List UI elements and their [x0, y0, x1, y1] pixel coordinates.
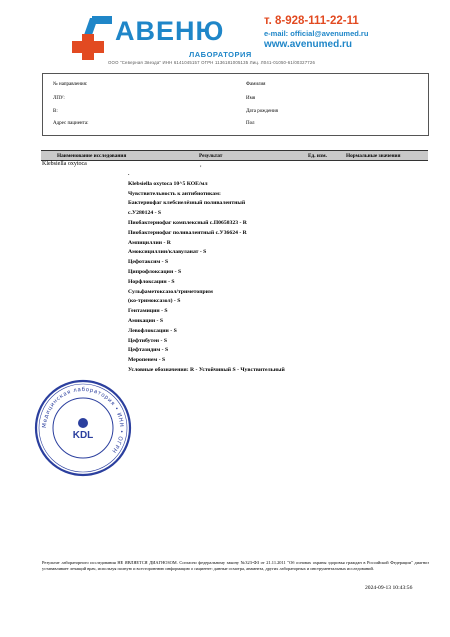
result-line: Klebsiella oxytoca 10^5 КОЕ/мл: [128, 180, 208, 187]
sex-label: Пол: [246, 121, 255, 126]
referral-label: № направления:: [53, 82, 88, 87]
results-table-header: [41, 150, 428, 161]
result-line: Чувствительность к антибиотикам:: [128, 190, 221, 197]
result-line: Норфлоксацин - S: [128, 278, 175, 285]
result-lines: [128, 170, 428, 376]
result-line: Левофлоксацин - S: [128, 327, 177, 334]
email-address: e-mail: official@avenumed.ru: [264, 29, 369, 38]
result-line: Сульфаметоксазол/триметоприм: [128, 288, 213, 295]
phone-number: т. 8-928-111-22-11: [264, 15, 359, 27]
result-line: Цефтибутен - S: [128, 337, 167, 344]
address-label: Адрес пациента:: [53, 121, 89, 126]
column-test-name: Наименование исследования: [57, 152, 127, 159]
laboratory-stamp: [33, 378, 133, 478]
column-normal-values: Нормальные значения: [346, 152, 401, 159]
result-line: Цефотаксим - S: [128, 259, 169, 266]
result-line: Бактериофаг клебсиелёзный поливалентный: [128, 200, 246, 207]
result-line: Ципрофлоксацин - S: [128, 268, 182, 275]
result-line: с.У280124 - S: [128, 210, 162, 217]
result-separator: ,: [200, 162, 202, 168]
surname-label: Фамилия: [246, 82, 266, 87]
website-address: www.avenumed.ru: [264, 39, 352, 50]
legal-info: ООО "Северная Звезда" ИНН 6141045157 ОГРН 1136181005135 Лиц. Л041-01050-61/00327726: [108, 60, 316, 65]
result-line: Пиобактериофаг поливалентный с.У36624 - R: [128, 229, 247, 236]
name-label: Имя: [246, 96, 256, 101]
result-line: Амоксициллин/клавуланат - S: [128, 249, 207, 256]
brand-logo: [68, 14, 268, 62]
result-line: Цефтазидим - S: [128, 347, 169, 354]
result-line: Амикацин - S: [128, 317, 164, 324]
result-line: Гентамицин - S: [128, 308, 168, 315]
report-timestamp: 2024-09-13 10:43:56: [365, 585, 413, 591]
column-result: Результат: [199, 152, 223, 159]
contact-block: [264, 15, 384, 51]
disclaimer-text: Результат лабораторного исследования НЕ ЯВЛЯЕТСЯ ДИАГНОЗОМ. Согласно федеральному закону №323-ФЗ от 21.11.2011 "Об основах охраны здоровья граждан в Российской Федерации" диагноз устанавливает лечащий врач, используя полную и всестороннюю информацию о пациенте: данные осмотра, анамнеза, других лабораторных и инструментальных исследований.: [42, 560, 429, 572]
result-line: Меропенем - S: [128, 357, 166, 364]
dob-label: Дата рождения: [246, 109, 278, 114]
stamp-logo-text: KDL: [72, 430, 94, 441]
doctor-label: В:: [53, 109, 58, 114]
test-name: Klebsiella oxytoca: [42, 161, 87, 167]
result-line: Условные обозначения: R - Устойчивый S - Чувствительный: [128, 366, 285, 373]
result-line: Ампициллин - R: [128, 239, 171, 246]
brand-name: АВЕНЮ: [115, 16, 225, 46]
column-units: Ед. изм.: [308, 152, 327, 159]
result-line: (ко-тримоксазол) - S: [128, 298, 181, 305]
brand-subtitle: ЛАБОРАТОРИЯ: [189, 50, 252, 59]
result-line: Пиобактериофаг комплексный с.П0650323 - R: [128, 219, 247, 226]
lpu-label: ЛПУ:: [53, 96, 65, 101]
result-line: .: [128, 171, 130, 177]
stamp-ring-text: Медицинская лаборатория • ИНН • ОГРН: [41, 386, 125, 454]
patient-info-box: [42, 73, 429, 136]
